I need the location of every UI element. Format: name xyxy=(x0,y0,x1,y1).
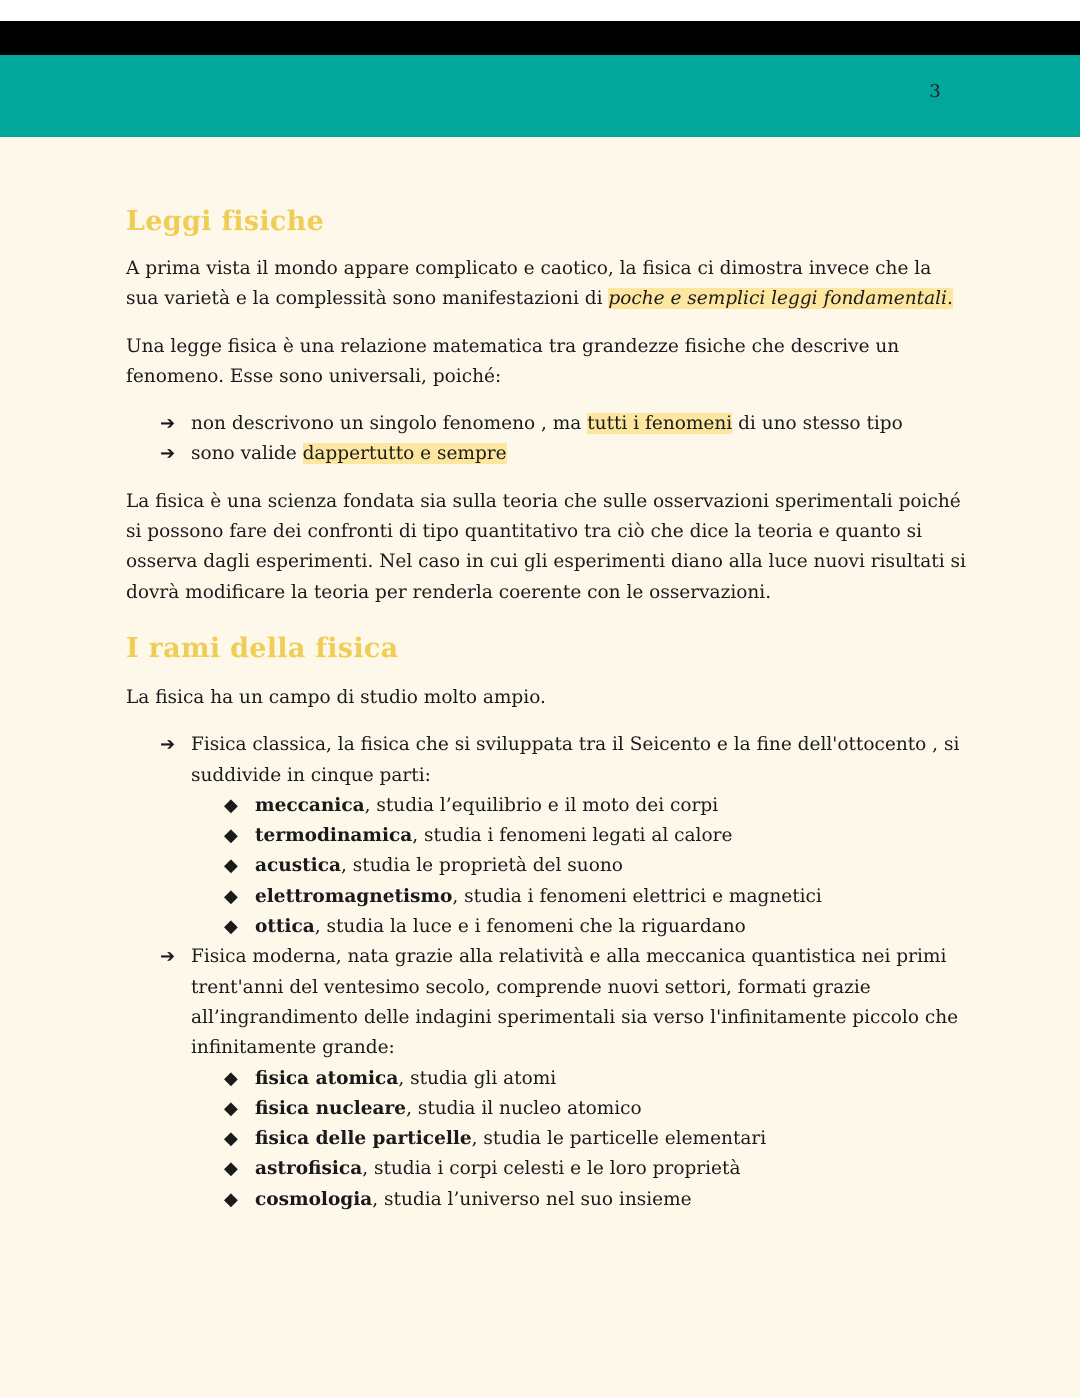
list-item: ◆ astrofisica, studia i corpi celesti e le loro proprietà xyxy=(224,1154,966,1184)
section-title-leggi-fisiche: Leggi fisiche xyxy=(126,206,325,237)
highlight-dappertutto: dappertutto e sempre xyxy=(302,443,507,465)
page-number: 3 xyxy=(929,81,941,102)
list-item: ◆ fisica delle particelle, studia le particelle elementari xyxy=(224,1124,966,1154)
paragraph-teoria-esperimenti: La fisica è una scienza fondata sia sulla teoria che sulle osservazioni sperimentali poiché si possono fare dei confronti di tipo quantitativo tra ciò che dice la teoria e quanto si osserva dagli esperimenti. Nel caso in cui gli esperimenti diano alla luce nuovi risultati si dovrà modificare la teoria per renderla coerente con le osservazioni. xyxy=(126,490,966,603)
list-item: ◆ fisica atomica, studia gli atomi xyxy=(224,1064,966,1094)
document-content xyxy=(126,201,966,1215)
list-item: ◆ fisica nucleare, studia il nucleo atomico xyxy=(224,1094,966,1124)
top-black-band xyxy=(0,21,1080,55)
list-item: ◆ termodinamica, studia i fenomeni legati al calore xyxy=(224,821,966,851)
list-item: ◆ acustica, studia le proprietà del suono xyxy=(224,851,966,881)
diamond-bullet-icon: ◆ xyxy=(224,916,238,938)
list-item-fisica-classica: ➔ Fisica classica, la fisica che si sviluppata tra il Seicento e la fine dell'ottocento , si suddivide in cinque parti: ◆ meccanica, studia l’equilibrio e il moto dei corpi ◆ termodinamica, studia i fenomeni legati al calore ◆ acustica, studia le proprietà del suono ◆ elettromagnetismo, studia i fenomeni elettrici e magnetici ◆ ottica, studia la luce e i fenomeni che la riguardano xyxy=(160,730,966,942)
diamond-bullet-icon: ◆ xyxy=(224,794,238,816)
moderna-sublist xyxy=(160,1064,966,1215)
diamond-bullet-icon: ◆ xyxy=(224,1128,238,1150)
classica-sublist xyxy=(160,791,966,942)
arrow-icon: ➔ xyxy=(160,443,176,465)
arrow-icon: ➔ xyxy=(160,413,176,435)
arrow-icon: ➔ xyxy=(160,734,176,756)
paragraph-legge-fisica: Una legge fisica è una relazione matematica tra grandezze fisiche che descrive un fenomeno. Esse sono universali, poiché: xyxy=(126,335,900,387)
section-title-rami-fisica: I rami della fisica xyxy=(126,632,399,664)
highlight-tutti-fenomeni: tutti i fenomeni xyxy=(587,413,733,435)
arrow-icon: ➔ xyxy=(160,946,176,968)
diamond-bullet-icon: ◆ xyxy=(224,1067,238,1089)
diamond-bullet-icon: ◆ xyxy=(224,825,238,847)
list-item: ◆ ottica, studia la luce e i fenomeni che la riguardano xyxy=(224,912,966,942)
diamond-bullet-icon: ◆ xyxy=(224,1188,238,1210)
diamond-bullet-icon: ◆ xyxy=(224,1158,238,1180)
highlight-leggi-fondamentali: poche e semplici leggi fondamentali xyxy=(608,288,947,310)
diamond-bullet-icon: ◆ xyxy=(224,1097,238,1119)
top-margin xyxy=(0,0,1080,21)
universality-list xyxy=(126,409,966,470)
list-item: ➔ sono valide dappertutto e sempre xyxy=(160,439,966,469)
paragraph-campo-studio: La fisica ha un campo di studio molto ampio. xyxy=(126,686,546,708)
diamond-bullet-icon: ◆ xyxy=(224,885,238,907)
branches-list xyxy=(126,730,966,1215)
list-item: ➔ non descrivono un singolo fenomeno , ma tutti i fenomeni di uno stesso tipo xyxy=(160,409,966,439)
list-item: ◆ meccanica, studia l’equilibrio e il moto dei corpi xyxy=(224,791,966,821)
list-item-fisica-moderna: ➔ Fisica moderna, nata grazie alla relatività e alla meccanica quantistica nei primi trent'anni del ventesimo secolo, comprende nuovi settori, formati grazie all’ingrandimento delle indagini sperimentali sia verso l'infinitamente piccolo che infinitamente grande: ◆ fisica atomica, studia gli atomi ◆ fisica nucleare, studia il nucleo atomico ◆ fisica delle particelle, studia le particelle elementari ◆ astrofisica, studia i corpi celesti e le loro proprietà ◆ cosmologia, studia l’universo nel suo insieme xyxy=(160,942,966,1215)
list-item: ◆ elettromagnetismo, studia i fenomeni elettrici e magnetici xyxy=(224,882,966,912)
diamond-bullet-icon: ◆ xyxy=(224,855,238,877)
list-item: ◆ cosmologia, studia l’universo nel suo insieme xyxy=(224,1185,966,1215)
page-header-band xyxy=(0,55,1080,137)
paragraph-intro: A prima vista il mondo appare complicato e caotico, la fisica ci dimostra invece che la sua varietà e la complessità sono manifestazioni di poche e semplici leggi fondamentali. xyxy=(126,258,953,310)
